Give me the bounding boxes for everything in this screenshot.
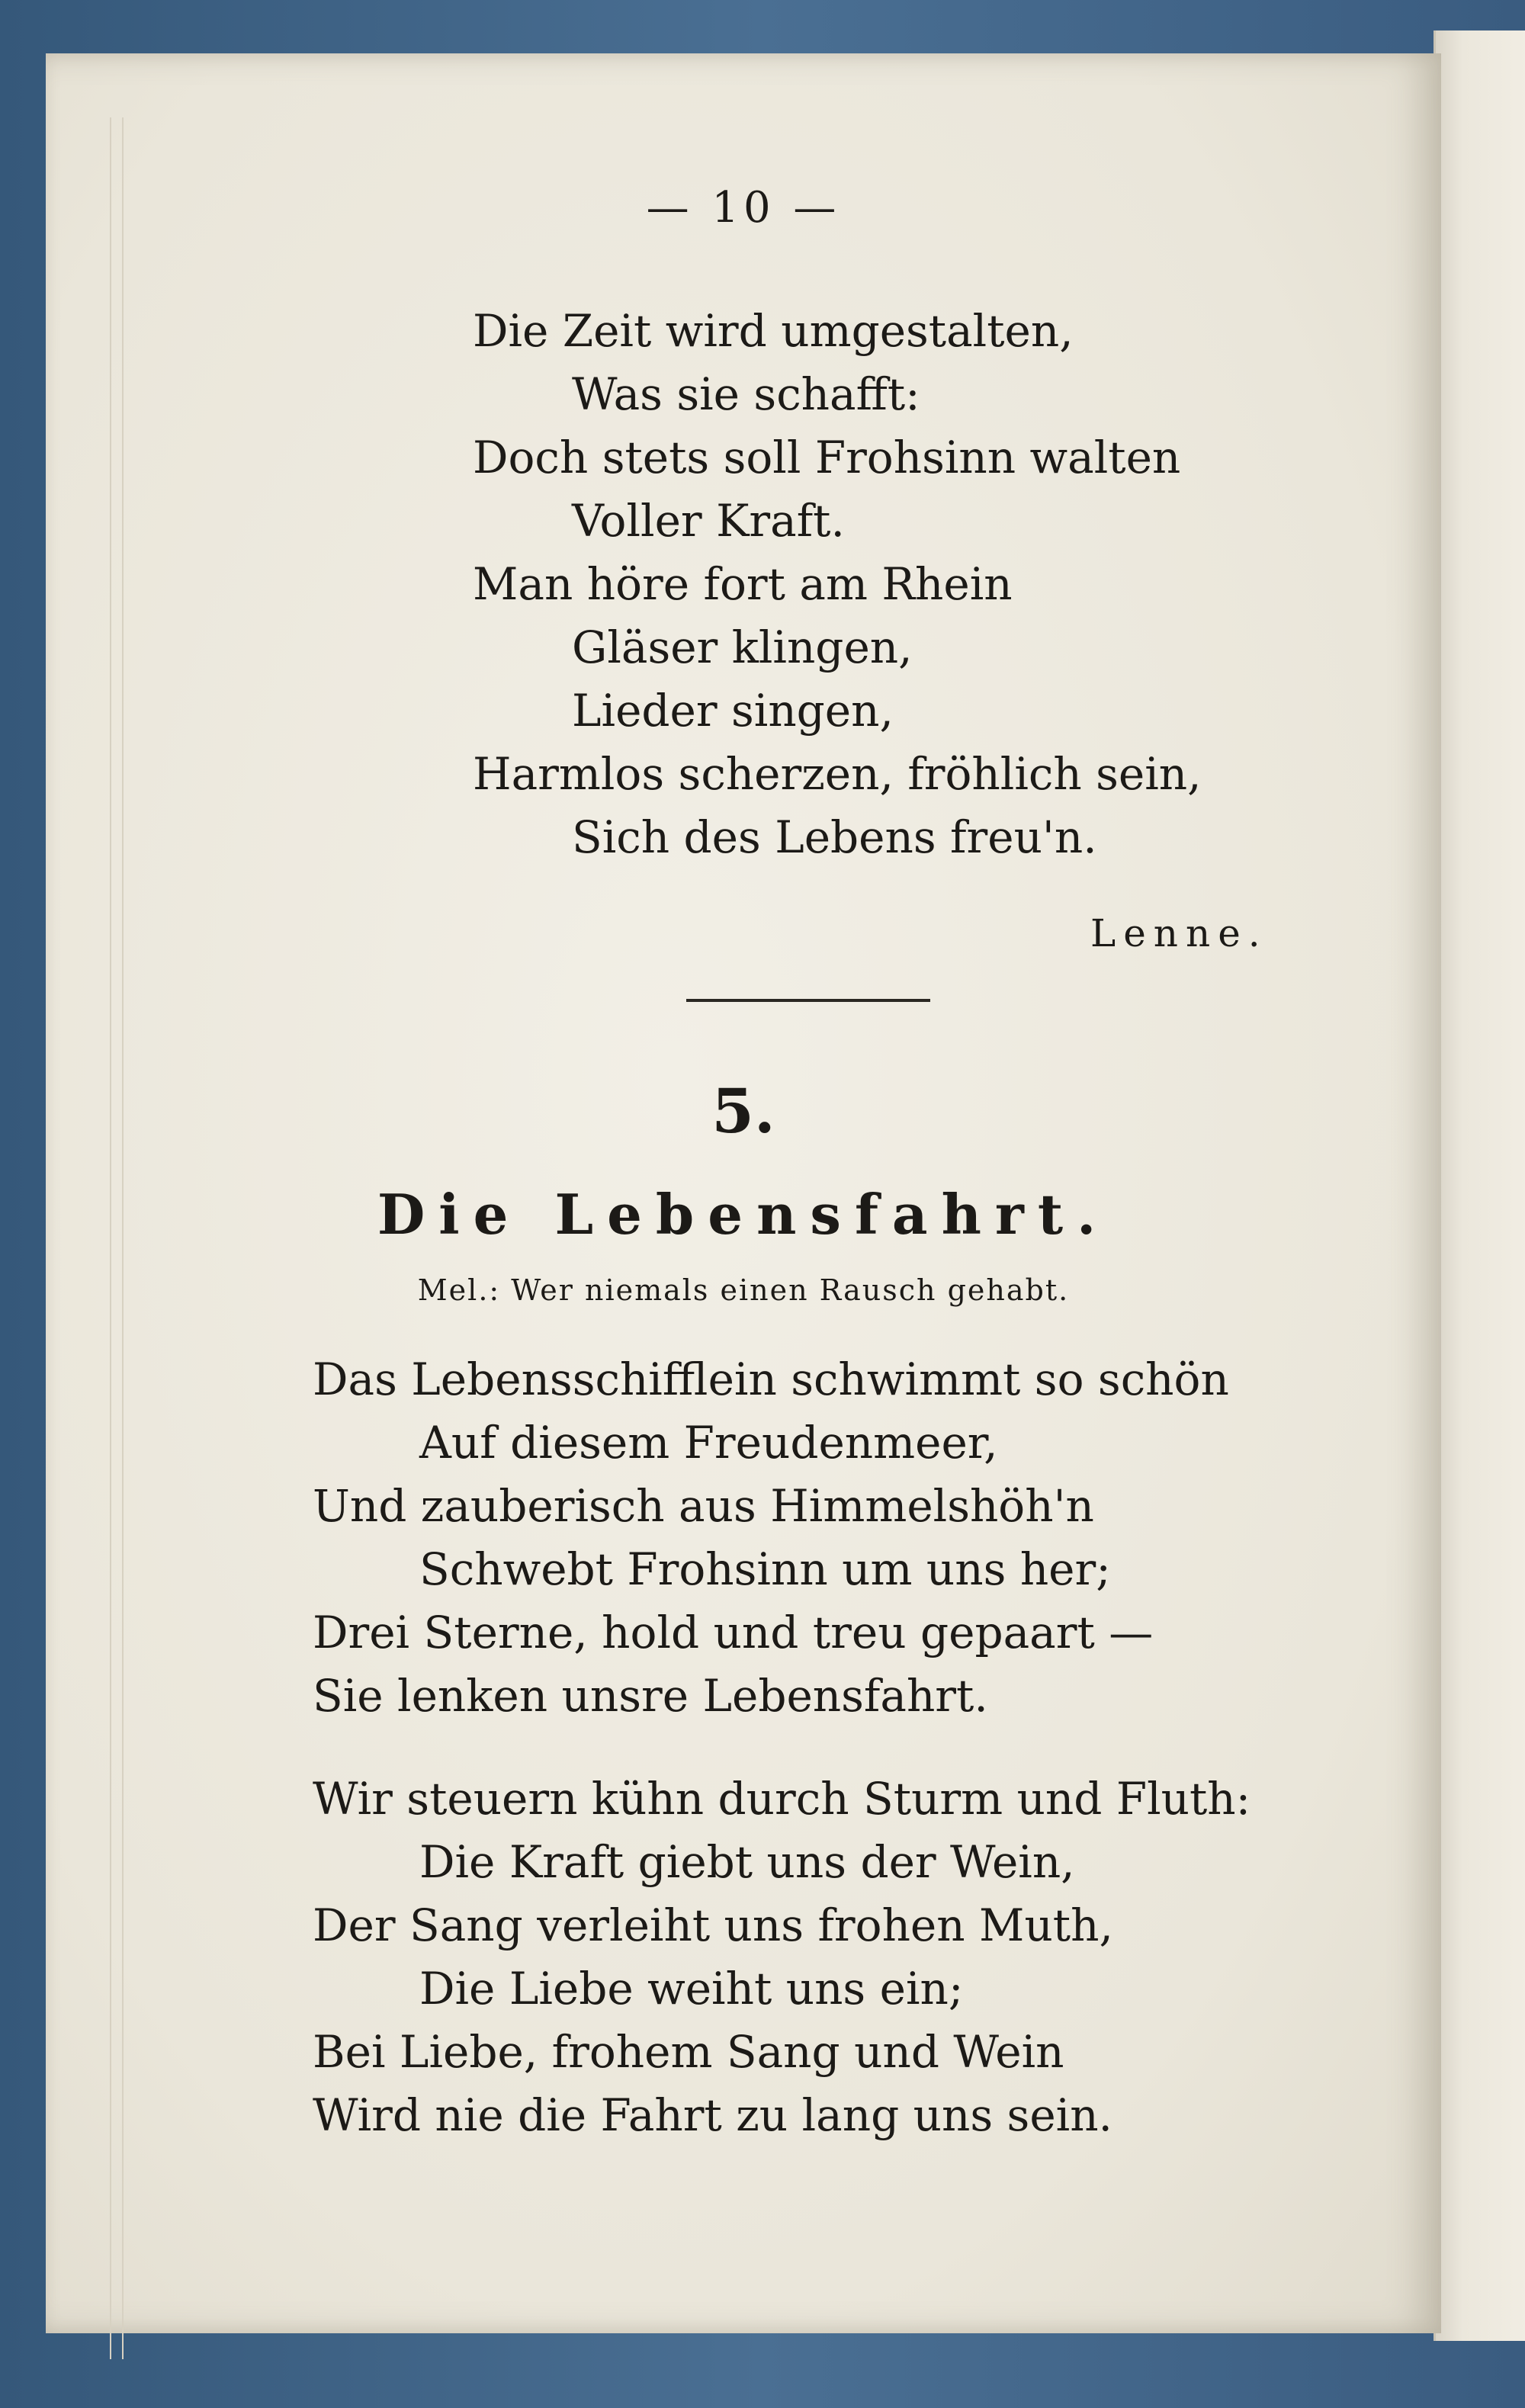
poem-line: Gläser klingen,	[572, 621, 913, 673]
poem-line: Sich des Lebens freu'n.	[572, 811, 1097, 863]
poem-line: Das Lebensschifflein schwimmt so schön	[313, 1353, 1229, 1405]
melody-note: Mel.: Wer niemals einen Rausch gehabt.	[417, 1273, 1070, 1307]
poem-line: Drei Sterne, hold und treu gepaart —	[313, 1607, 1154, 1658]
poem-line: Auf diesem Freudenmeer,	[419, 1417, 998, 1469]
poem-line: Der Sang verleiht uns frohen Muth,	[313, 1899, 1113, 1951]
poem-line: Man höre fort am Rhein	[473, 558, 1013, 610]
book-page	[46, 53, 1441, 2333]
poem-line: Sie lenken unsre Lebensfahrt.	[313, 1670, 988, 1722]
poem-line: Harmlos scherzen, fröhlich sein,	[473, 748, 1202, 800]
page-content	[46, 53, 1441, 2333]
song-title: Die Lebensfahrt.	[377, 1182, 1110, 1247]
poem-line: Wir steuern kühn durch Sturm und Fluth:	[313, 1773, 1251, 1825]
facing-page-edge	[1434, 31, 1525, 2341]
song-number: 5.	[711, 1075, 775, 1147]
section-divider	[686, 999, 930, 1002]
poem-line: Und zauberisch aus Himmelshöh'n	[313, 1480, 1094, 1532]
poem-line: Die Liebe weiht uns ein;	[419, 1963, 964, 2015]
poem-line: Bei Liebe, frohem Sang und Wein	[313, 2026, 1064, 2078]
page-number: — 10 —	[646, 183, 841, 233]
poem-line: Voller Kraft.	[572, 495, 845, 547]
poem-line: Was sie schafft:	[572, 368, 920, 420]
poem-line: Wird nie die Fahrt zu lang uns sein.	[313, 2089, 1112, 2141]
poem-line: Die Zeit wird umgestalten,	[473, 305, 1074, 357]
poem-line: Schwebt Frohsinn um uns her;	[419, 1543, 1111, 1595]
poem-line: Doch stets soll Frohsinn walten	[473, 432, 1181, 483]
author-name: Lenne.	[1090, 911, 1268, 955]
poem-line: Lieder singen,	[572, 685, 894, 737]
poem-line: Die Kraft giebt uns der Wein,	[419, 1836, 1075, 1888]
